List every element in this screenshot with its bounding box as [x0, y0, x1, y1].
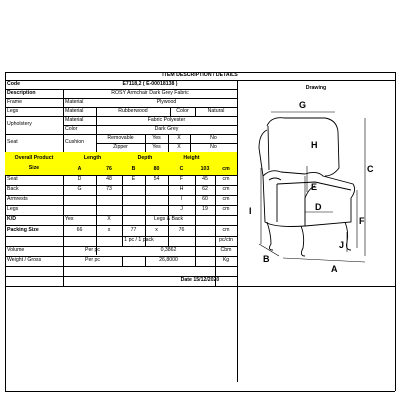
- kd-detail: Legs & Back: [153, 216, 184, 223]
- dim-i-letter: I: [180, 196, 183, 203]
- legs-label: Legs: [7, 107, 19, 114]
- dim-d-value: 48: [106, 176, 112, 183]
- dim-e-value: 54: [153, 176, 160, 183]
- legs-color-label: Color: [176, 107, 189, 114]
- volume-label: Volume: [7, 247, 25, 254]
- item-description-sheet: [5, 72, 395, 402]
- weight-value: 26,8000: [159, 257, 178, 264]
- description-value: ROSY Armchair Dark Grey Fabric: [111, 89, 189, 96]
- drawing-letter-b: B: [263, 254, 270, 264]
- weight-per: Per pc: [85, 257, 100, 264]
- packing-label: Packing Size: [7, 226, 39, 233]
- dim-armrests-unit: cm: [222, 196, 230, 203]
- dim-f-value: 45: [202, 176, 208, 183]
- zipper-x: X: [177, 143, 181, 150]
- armrests-label: Armrests: [7, 196, 28, 203]
- dim-b-letter: B: [131, 166, 136, 173]
- frame-label: Frame: [7, 98, 22, 105]
- code-label: Code: [7, 80, 20, 87]
- drawing-letter-f: F: [359, 216, 365, 226]
- drawing-letter-a: A: [331, 264, 338, 274]
- packing-v2: 77: [130, 226, 137, 233]
- volume-per: Per pc: [85, 247, 100, 254]
- dim-j-value: 19: [202, 206, 208, 213]
- weight-label: Weight / Gross: [7, 257, 42, 264]
- dim-b-value: 80: [153, 166, 160, 173]
- dim-legs-unit: cm: [222, 206, 230, 213]
- dim-e-letter: E: [131, 176, 136, 183]
- dim-j-letter: J: [180, 206, 183, 213]
- seat-dims-label: Seat: [7, 176, 18, 183]
- upholstery-material-label: Material: [65, 116, 84, 123]
- dim-i-value: 60: [202, 196, 208, 203]
- dim-g-letter: G: [77, 186, 82, 193]
- depth-header: Depth: [137, 154, 153, 161]
- code-value: E7118,2 ( E-00018138 ): [122, 80, 178, 87]
- armchair-drawing: [5, 72, 395, 286]
- dim-a-value: 76: [106, 166, 112, 173]
- seat-cushion-label: Cushion: [65, 139, 85, 146]
- legs-material-value: Rubberwood: [118, 107, 148, 114]
- weight-unit: Kg: [222, 257, 230, 264]
- upholstery-material-value: Fabric Polyester: [147, 116, 186, 123]
- dim-g-value: 73: [106, 186, 112, 193]
- packing-x1: x: [107, 226, 111, 233]
- dim-h-letter: H: [179, 186, 184, 193]
- drawing-letter-h: H: [311, 140, 318, 150]
- back-dims-label: Back: [7, 186, 19, 193]
- overall-label-line2: Size: [28, 165, 40, 172]
- zipper-yes: Yes: [152, 143, 161, 150]
- legs-material-label: Material: [65, 107, 84, 114]
- removable-yes: Yes: [152, 134, 161, 141]
- kd-value: Yes: [65, 216, 74, 223]
- drawing-letter-c: C: [367, 164, 374, 174]
- volume-unit: Cbm: [220, 247, 232, 254]
- kd-label: K/D: [7, 216, 16, 223]
- frame-material-label: Material: [65, 98, 84, 105]
- kd-x: X: [107, 216, 111, 223]
- height-header: Height: [183, 154, 200, 161]
- packing-units-value: 1 pc / 1 pack: [124, 237, 154, 244]
- drawing-letter-g: G: [299, 100, 307, 110]
- packing-x2: x: [155, 226, 158, 233]
- seat-label: Seat: [7, 139, 18, 146]
- dim-a-letter: A: [77, 166, 82, 173]
- length-header: Length: [83, 154, 102, 161]
- overall-label-line1: Overall Product: [14, 155, 54, 162]
- dim-h-value: 62: [202, 186, 208, 193]
- removable-label: Removable: [107, 134, 134, 141]
- sheet-title: ITEM DESCRIPTION / DETAILS: [162, 72, 238, 79]
- upholstery-color-value: Dark Grey: [154, 125, 179, 132]
- volume-value: 0,3862: [160, 247, 177, 254]
- removable-x: X: [177, 134, 181, 141]
- description-label: Description: [7, 89, 36, 96]
- packing-units-unit: pc/ctn: [219, 237, 233, 244]
- zipper-label: Zipper: [113, 143, 128, 150]
- dim-overall-unit: cm: [222, 166, 230, 173]
- drawing-title: Drawing: [305, 85, 327, 92]
- dim-c-letter: C: [179, 166, 184, 173]
- footer-date: Date 15/12/2020: [180, 277, 220, 284]
- legs-color-value: Natural: [207, 107, 225, 114]
- drawing-letter-i: I: [249, 206, 252, 216]
- packing-v1: 66: [76, 226, 83, 233]
- dim-f-letter: F: [179, 176, 184, 183]
- packing-v3: 76: [178, 226, 185, 233]
- removable-no: No: [210, 134, 217, 141]
- drawing-letter-d: D: [315, 202, 322, 212]
- legs-dims-label: Legs: [7, 206, 19, 213]
- packing-unit: cm: [222, 226, 230, 233]
- frame-material-value: Plywood: [156, 98, 177, 105]
- dim-c-value: 103: [200, 166, 210, 173]
- dim-d-letter: D: [77, 176, 82, 183]
- upholstery-label: Upholstery: [7, 121, 32, 128]
- upholstery-color-label: Color: [65, 125, 78, 132]
- dim-seat-unit: cm: [222, 176, 230, 183]
- drawing-letter-e: E: [311, 182, 318, 192]
- dim-back-unit: cm: [222, 186, 230, 193]
- drawing-letter-j: J: [339, 240, 345, 250]
- zipper-no: No: [210, 143, 217, 150]
